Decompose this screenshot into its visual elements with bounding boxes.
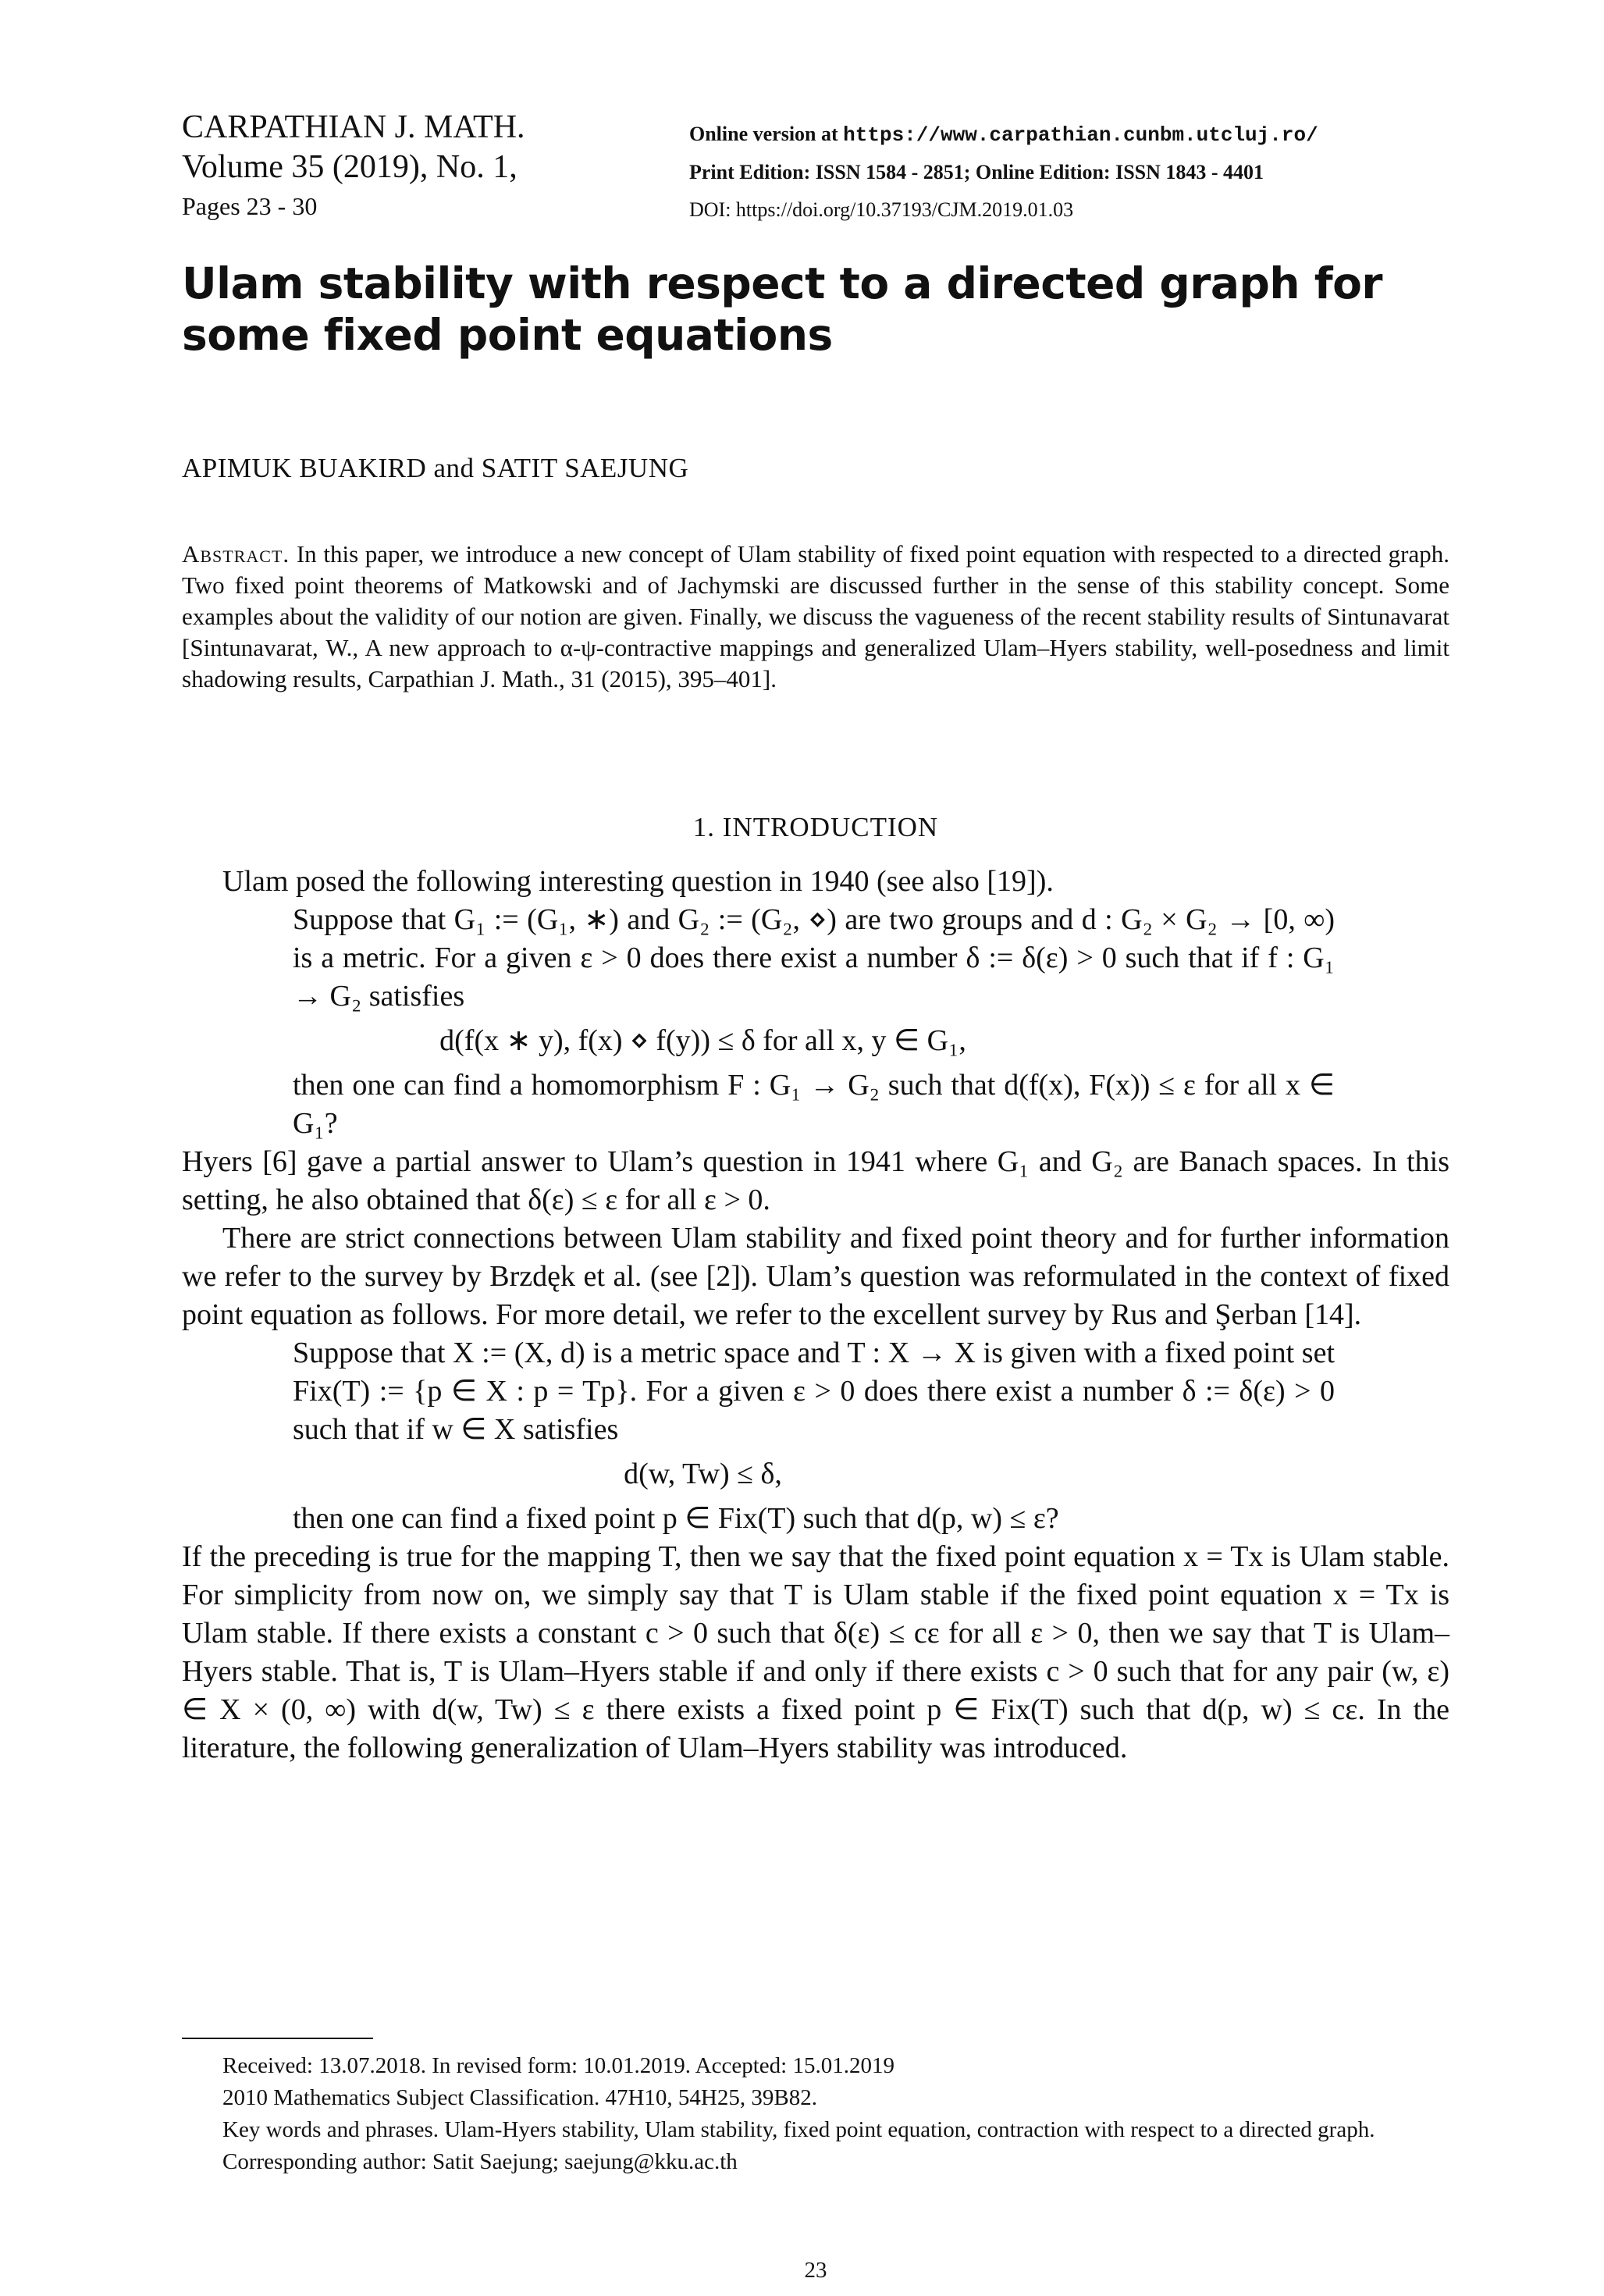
section-heading: 1. INTRODUCTION (692, 812, 939, 842)
footnote-keywords: Key words and phrases. Ulam-Hyers stability, Ulam stability, fixed point equation, contraction with respect to a directed graph. (222, 2117, 1375, 2142)
doi[interactable]: DOI: https://doi.org/10.37193/CJM.2019.01.03 (689, 198, 1074, 221)
abstract-text: In this paper, we introduce a new concept of Ulam stability of fixed point equation with respected to a directed graph. Two fixed point theorems of Matkowski and of Jachymski are discussed further in the sense of this stability concept. Some examples about the validity of our notion are given. Finally, we discuss the vagueness of the recent stability results of Sintunavarat [Sintunavarat, W., A new approach to α-ψ-contractive mappings and generalized Ulam–Hyers stability, well-posedness and limit shadowing results, Carpathian J. Math., 31 (2015), 395–401]. (182, 540, 1449, 692)
body-text (182, 863, 1449, 1767)
footnotes (182, 2050, 1449, 2178)
journal-volume: Volume 35 (2019), No. 1, (182, 149, 517, 185)
journal-info (182, 108, 525, 225)
abstract-label: Abstract. (182, 540, 290, 568)
page-number: 23 (804, 2258, 827, 2283)
footnote-rule (182, 2038, 373, 2039)
paragraph: There are strict connections between Ulam stability and fixed point theory and for further information we refer to the survey by Brzdęk et al. (see [2]). Ulam’s question was reformulated in the context of fixed point equation as follows. For more detail, we refer to the excellent survey by Rus and Şerban [14]. (182, 1222, 1449, 1331)
paragraph: Ulam posed the following interesting question in 1940 (see also [19]). (222, 865, 1054, 898)
paper-title: Ulam stability with respect to a directed graph for some fixed point equations (182, 258, 1383, 360)
display-equation: d(w, Tw) ≤ δ, (624, 1458, 782, 1490)
paper-authors: APIMUK BUAKIRD and SATIT SAEJUNG (182, 453, 689, 483)
display-equation: d(f(x ∗ y), f(x) ⋄ f(y)) ≤ δ for all x, y ∈ G₁, (439, 1024, 966, 1057)
edition-info (689, 116, 1318, 229)
quote-paragraph: Suppose that G₁ := (G₁, ∗) and G₂ := (G₂, ⋄) are two groups and d : G₂ × G₂ → [0, ∞) is a metric. For a given ε > 0 does there exist a number δ := δ(ε) > 0 such that if f : G₁ → G₂ satisfies (293, 903, 1335, 1013)
online-version: Online version at https://www.carpathian.cunbm.utcluj.ro/ (689, 123, 1318, 147)
quote-paragraph: then one can find a homomorphism F : G₁ → G₂ such that d(f(x), F(x)) ≤ ε for all x ∈ G₁? (293, 1069, 1335, 1140)
journal-header (182, 101, 1449, 242)
quote-paragraph: Suppose that X := (X, d) is a metric space and T : X → X is given with a fixed point set Fix(T) := {p ∈ X : p = Tp}. For a given ε > 0 does there exist a number δ := δ(ε) > 0 such that if w ∈ X satisfies (293, 1337, 1335, 1446)
abstract (182, 539, 1449, 695)
journal-name: CARPATHIAN J. MATH. (182, 109, 525, 145)
online-url[interactable]: https://www.carpathian.cunbm.utcluj.ro/ (843, 123, 1318, 147)
footnote-received: Received: 13.07.2018. In revised form: 10.01.2019. Accepted: 15.01.2019 (222, 2053, 894, 2078)
paper-page (182, 101, 1449, 2283)
journal-pages: Pages 23 - 30 (182, 192, 318, 220)
footnote-author: Corresponding author: Satit Saejung; saejung@kku.ac.th (222, 2149, 738, 2174)
footnote-msc: 2010 Mathematics Subject Classification. 47H10, 54H25, 39B82. (222, 2085, 817, 2110)
issn: Print Edition: ISSN 1584 - 2851; Online Edition: ISSN 1843 - 4401 (689, 161, 1264, 183)
paragraph: If the preceding is true for the mapping T, then we say that the fixed point equation x = Tx is Ulam stable. For simplicity from now on, we simply say that T is Ulam stable if the fixed point equation x = Tx is Ulam stable. If there exists a constant c > 0 such that δ(ε) ≤ cε for all ε > 0, then we say that T is Ulam–Hyers stable. That is, T is Ulam–Hyers stable if and only if there exists c > 0 such that for any pair (w, ε) ∈ X × (0, ∞) with d(w, Tw) ≤ ε there exists a fixed point p ∈ Fix(T) such that d(p, w) ≤ cε. In the literature, the following generalization of Ulam–Hyers stability was introduced. (182, 1540, 1449, 1764)
quote-paragraph: then one can find a fixed point p ∈ Fix(T) such that d(p, w) ≤ ε? (293, 1502, 1059, 1535)
paragraph: Hyers [6] gave a partial answer to Ulam’s question in 1941 where G₁ and G₂ are Banach spaces. In this setting, he also obtained that δ(ε) ≤ ε for all ε > 0. (182, 1145, 1449, 1216)
